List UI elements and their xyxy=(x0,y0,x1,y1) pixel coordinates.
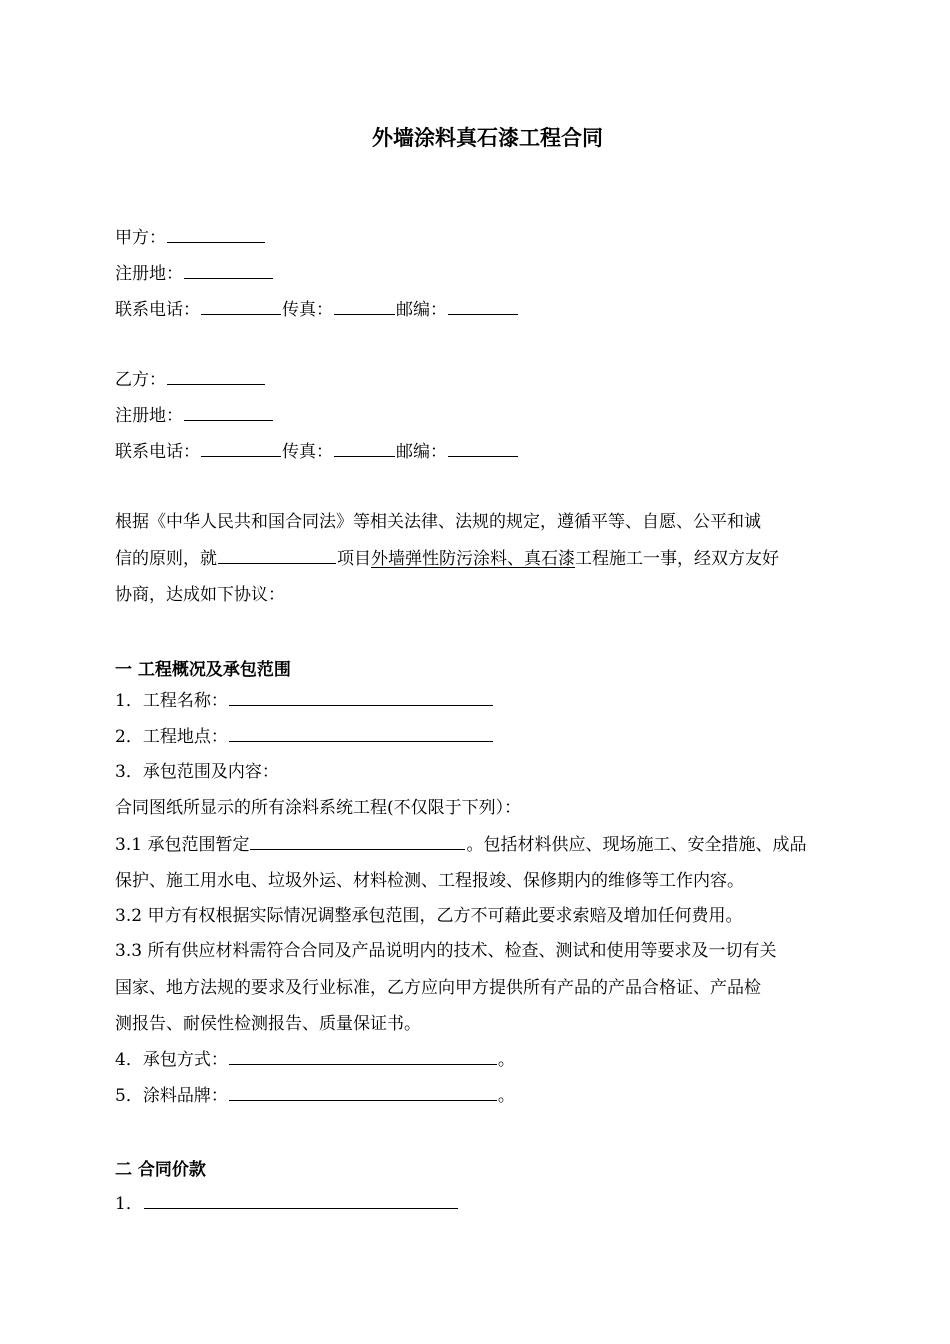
party-a-name-blank[interactable] xyxy=(167,225,265,243)
party-b-fax-label: 传真： xyxy=(282,442,333,462)
party-a-fax-label: 传真： xyxy=(282,300,333,320)
party-b-contact-row xyxy=(115,439,519,464)
period: 。 xyxy=(497,1050,515,1070)
party-b-zip-blank[interactable] xyxy=(448,439,518,457)
party-b-name-row xyxy=(115,367,266,392)
clause-3-1-a: 3.1 承包范围暂定 xyxy=(115,835,250,855)
clause-3-1-line-2: 保护、施工用水电、垃圾外运、材料检测、工程报竣、保修期内的维修等工作内容。 xyxy=(115,871,744,891)
party-a-fax-blank[interactable] xyxy=(334,297,395,315)
intro-line-2-a: 信的原则，就 xyxy=(115,549,217,569)
item-project-name-blank[interactable] xyxy=(229,688,493,706)
item-project-site xyxy=(115,724,494,749)
clause-3-2: 3.2 甲方有权根据实际情况调整承包范围，乙方不可藉此要求索赔及增加任何费用。 xyxy=(115,906,743,926)
item-paint-brand-label: 5．涂料品牌： xyxy=(115,1086,228,1106)
party-b-reg-row xyxy=(115,403,274,428)
party-a-name-row xyxy=(115,225,266,250)
intro-line-2 xyxy=(115,546,779,571)
item-project-site-blank[interactable] xyxy=(229,724,493,742)
project-name-blank[interactable] xyxy=(218,546,336,564)
clause-3-3-line-1: 3.3 所有供应材料需符合合同及产品说明内的技术、检查、测试和使用等要求及一切有关 xyxy=(115,941,777,961)
party-b-reg-label: 注册地： xyxy=(115,406,183,426)
party-a-reg-blank[interactable] xyxy=(184,261,273,279)
party-a-phone-label: 联系电话： xyxy=(115,300,200,320)
price-item-1-blank[interactable] xyxy=(144,1191,458,1209)
intro-underlined-scope: 外墙弹性防污涂料、真石漆 xyxy=(371,549,575,569)
party-a-reg-label: 注册地： xyxy=(115,264,183,284)
item-scope: 3．承包范围及内容： xyxy=(115,762,279,782)
party-b-phone-label: 联系电话： xyxy=(115,442,200,462)
party-a-reg-row xyxy=(115,261,274,286)
clause-3-1-blank[interactable] xyxy=(250,832,465,850)
item-project-site-label: 2．工程地点： xyxy=(115,727,228,747)
item-scope-desc: 合同图纸所显示的所有涂料系统工程(不仅限于下列）： xyxy=(115,798,522,818)
period: 。 xyxy=(497,1086,515,1106)
item-project-name-label: 1．工程名称： xyxy=(115,691,228,711)
section-1-heading: 一 工程概况及承包范围 xyxy=(115,660,291,680)
party-b-phone-blank[interactable] xyxy=(201,439,281,457)
item-contract-mode-label: 4．承包方式： xyxy=(115,1050,228,1070)
party-b-zip-label: 邮编： xyxy=(396,442,447,462)
party-a-zip-label: 邮编： xyxy=(396,300,447,320)
intro-line-2-c: 工程施工一事，经双方友好 xyxy=(575,549,779,569)
party-b-reg-blank[interactable] xyxy=(184,403,273,421)
clause-3-1-line-1 xyxy=(115,832,806,857)
intro-line-3: 协商，达成如下协议： xyxy=(115,585,285,605)
intro-line-2-b: 项目 xyxy=(337,549,371,569)
item-contract-mode-blank[interactable] xyxy=(229,1047,497,1065)
section-2-heading: 二 合同价款 xyxy=(115,1160,206,1180)
party-b-name-blank[interactable] xyxy=(167,367,265,385)
clause-3-3-line-2: 国家、地方法规的要求及行业标准，乙方应向甲方提供所有产品的产品合格证、产品检 xyxy=(115,978,761,998)
price-item-1-label: 1． xyxy=(115,1194,143,1214)
party-a-contact-row xyxy=(115,297,519,322)
party-a-name-label: 甲方： xyxy=(115,228,166,248)
party-a-phone-blank[interactable] xyxy=(201,297,281,315)
item-paint-brand xyxy=(115,1083,515,1108)
party-a-zip-blank[interactable] xyxy=(448,297,518,315)
document-title: 外墙涂料真石漆工程合同 xyxy=(372,126,603,150)
clause-3-1-b: 。包括材料供应、现场施工、安全措施、成品 xyxy=(466,835,807,855)
party-b-name-label: 乙方： xyxy=(115,370,166,390)
price-item-1 xyxy=(115,1191,459,1216)
item-paint-brand-blank[interactable] xyxy=(229,1083,497,1101)
intro-line-1: 根据《中华人民共和国合同法》等相关法律、法规的规定，遵循平等、自愿、公平和诚 xyxy=(115,512,761,532)
item-contract-mode xyxy=(115,1047,515,1072)
party-b-fax-blank[interactable] xyxy=(334,439,395,457)
clause-3-3-line-3: 测报告、耐侯性检测报告、质量保证书。 xyxy=(115,1014,421,1034)
item-project-name xyxy=(115,688,494,713)
